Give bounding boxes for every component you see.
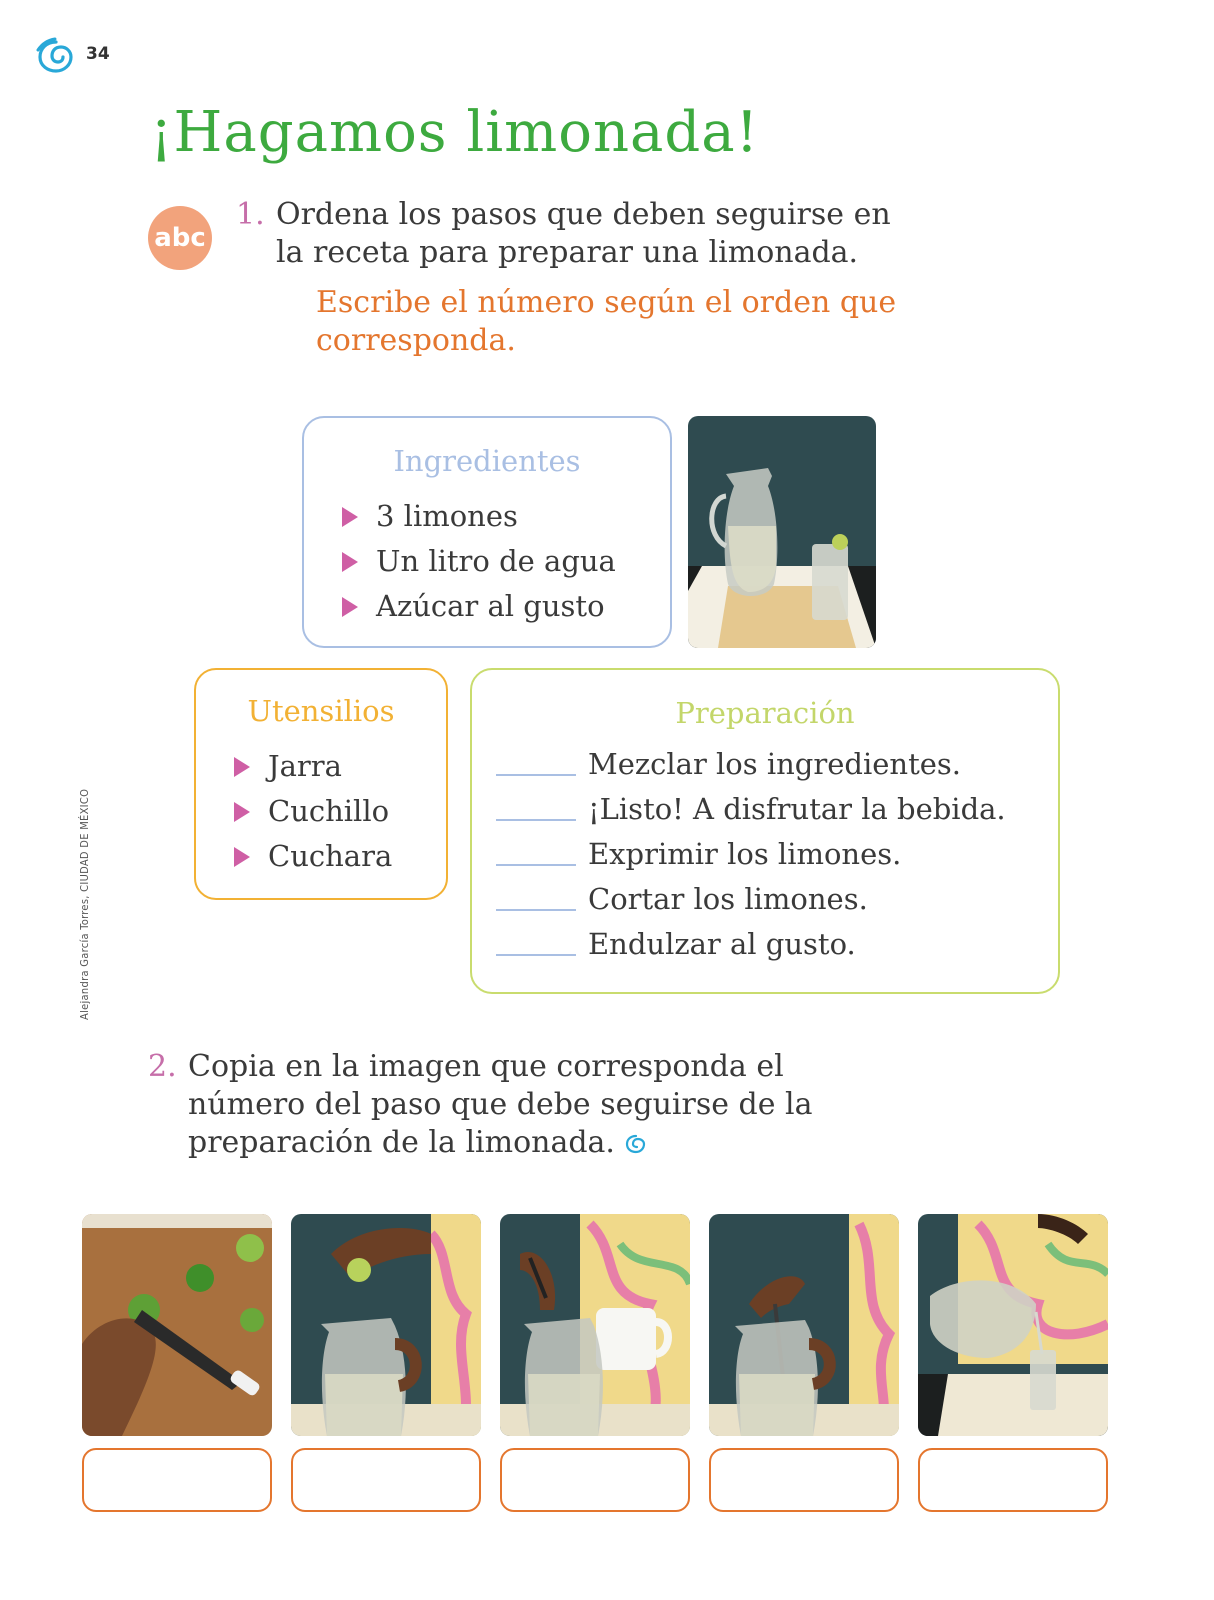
page-number: 34 xyxy=(86,44,110,64)
page-title: ¡Hagamos limonada! xyxy=(150,100,760,165)
adding-sugar-photo xyxy=(500,1214,690,1436)
question-2-number: 2. xyxy=(148,1049,177,1084)
triangle-bullet-icon xyxy=(342,507,358,527)
step-label: Cortar los limones. xyxy=(588,882,868,916)
answer-box-3[interactable] xyxy=(500,1448,690,1512)
preparation-box xyxy=(470,668,1060,994)
list-item xyxy=(230,834,392,879)
step-answer-blank[interactable] xyxy=(496,954,576,956)
answer-box-2[interactable] xyxy=(291,1448,481,1512)
list-item-label: Cuchillo xyxy=(268,794,390,828)
triangle-bullet-icon xyxy=(342,552,358,572)
swirl-icon xyxy=(625,1133,647,1155)
list-item-label: Cuchara xyxy=(268,839,393,873)
list-item xyxy=(230,744,392,789)
lemonade-pitcher-photo xyxy=(688,416,876,648)
question-1 xyxy=(236,196,936,270)
list-item-label: Azúcar al gusto xyxy=(376,589,605,623)
list-item-label: Un litro de agua xyxy=(376,544,616,578)
squeezing-lime-photo xyxy=(291,1214,481,1436)
list-item-label: Jarra xyxy=(268,749,342,783)
step-answer-blank[interactable] xyxy=(496,909,576,911)
question-2 xyxy=(148,1048,848,1160)
answer-box-5[interactable] xyxy=(918,1448,1108,1512)
list-item xyxy=(338,494,616,539)
step-row xyxy=(496,742,1006,787)
answer-box-4[interactable] xyxy=(709,1448,899,1512)
utensils-box xyxy=(194,668,448,900)
step-label: Mezclar los ingredientes. xyxy=(588,747,961,781)
step-answer-blank[interactable] xyxy=(496,864,576,866)
photo-credit: Alejandra García Torres, CIUDAD DE MÉXICO xyxy=(78,788,91,1020)
triangle-bullet-icon xyxy=(234,757,250,777)
step-row xyxy=(496,832,1006,877)
question-1-text: Ordena los pasos que deben seguirse en la receta para preparar una limonada. xyxy=(276,197,891,270)
list-item-label: 3 limones xyxy=(376,499,518,533)
triangle-bullet-icon xyxy=(342,597,358,617)
step-row xyxy=(496,877,1006,922)
step-answer-blank[interactable] xyxy=(496,819,576,821)
utensils-title: Utensilios xyxy=(247,694,395,728)
cutting-limes-photo xyxy=(82,1214,272,1436)
ingredients-title: Ingredientes xyxy=(393,444,581,478)
triangle-bullet-icon xyxy=(234,847,250,867)
question-1-instruction: Escribe el número según el orden que corresponda. xyxy=(316,285,897,358)
question-1-number: 1. xyxy=(236,197,265,232)
triangle-bullet-icon xyxy=(234,802,250,822)
list-item xyxy=(338,584,616,629)
list-item xyxy=(230,789,392,834)
step-label: Endulzar al gusto. xyxy=(588,927,856,961)
abc-badge-icon: abc xyxy=(148,206,212,270)
step-label: ¡Listo! A disfrutar la bebida. xyxy=(588,792,1006,826)
stirring-photo xyxy=(709,1214,899,1436)
question-2-text xyxy=(188,1048,828,1162)
swirl-logo-icon xyxy=(36,36,76,76)
pouring-lemonade-photo xyxy=(918,1214,1108,1436)
step-label: Exprimir los limones. xyxy=(588,837,902,871)
step-row xyxy=(496,922,1006,967)
step-answer-blank[interactable] xyxy=(496,774,576,776)
step-row xyxy=(496,787,1006,832)
ingredients-box xyxy=(302,416,672,648)
preparation-title: Preparación xyxy=(675,696,855,730)
answer-box-1[interactable] xyxy=(82,1448,272,1512)
list-item xyxy=(338,539,616,584)
question-2-text-body: Copia en la imagen que corresponda el número del paso que debe seguirse de la preparación de la limonada. xyxy=(188,1049,813,1160)
